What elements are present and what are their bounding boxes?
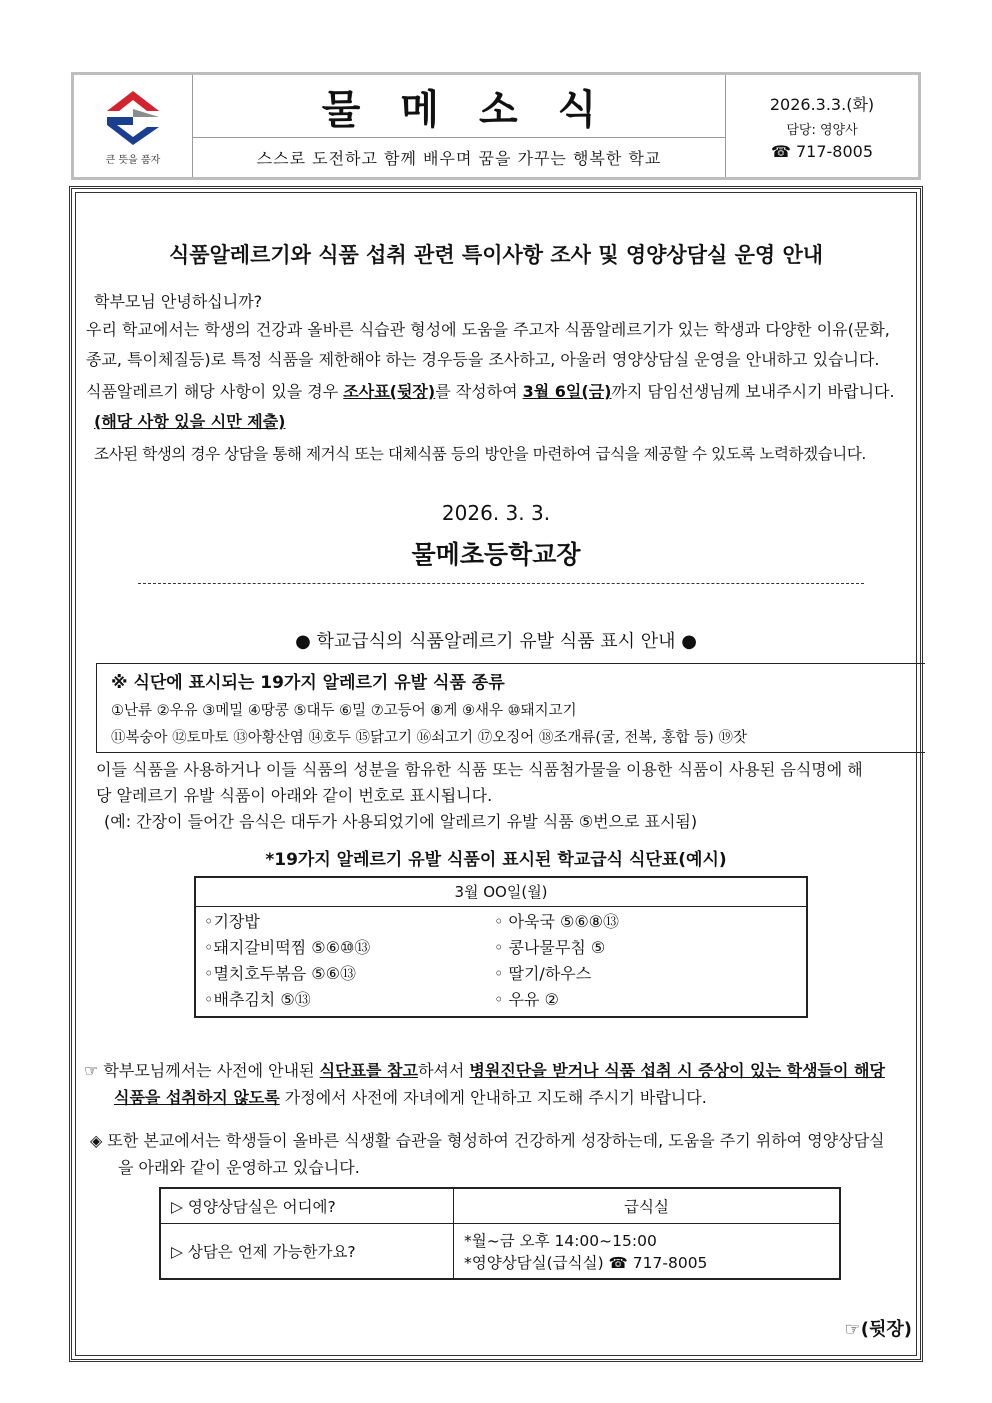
allergy-list-box (96, 663, 925, 753)
back-page-indicator: ☞(뒷장) (844, 1319, 912, 1340)
issue-date: 2026.3.3.(화) (769, 94, 875, 114)
allergy-box-heading: ※ 식단에 표시되는 19가지 알레르기 유발 식품 종류 (111, 673, 505, 693)
newsletter-header (71, 72, 921, 180)
menu-item: ◦ 아욱국 ⑤⑥⑧⑬ (494, 912, 620, 931)
body-line-1: 우리 학교에서는 학생의 건강과 올바른 식습관 형성에 도움을 주고자 식품알레르기가 있는 학생과 다양한 이유(문화, (86, 320, 890, 339)
consult-room-note: ◈ 또한 본교에서는 학생들이 올바른 식생활 습관을 형성하여 건강하게 성장하는데, 도움을 주기 위하여 영양상담실 을 아래와 같이 운영하고 있습니다. (90, 1131, 885, 1177)
greeting: 학부모님 안녕하십니까? (94, 292, 263, 311)
main-notice-frame (69, 186, 923, 1362)
divider (138, 583, 864, 584)
consult-where-label: ▷ 영양상담실은 어디에? (160, 1188, 454, 1224)
menu-item: ◦ 콩나물무침 ⑤ (494, 938, 606, 957)
consult-when-label: ▷ 상담은 언제 가능한가요? (160, 1224, 454, 1280)
body-line-2: 종교, 특이체질등)로 특정 식품을 제한해야 하는 경우등을 조사하고, 아울러 영양상담실 운영을 안내하고 있습니다. (86, 350, 880, 369)
hand-pointing-icon: ☞ (844, 1319, 861, 1340)
notice-title: 식품알레르기와 식품 섭취 관련 특이사항 조사 및 영양상담실 운영 안내 (168, 243, 824, 267)
allergy-list-line-1: ①난류 ②우유 ③메밀 ④땅콩 ⑤대두 ⑥밀 ⑦고등어 ⑧게 ⑨새우 ⑩돼지고기 (111, 703, 577, 719)
school-slogan: 스스로 도전하고 함께 배우며 꿈을 가꾸는 행복한 학교 (256, 149, 662, 168)
menu-item: ◦ 우유 ② (494, 990, 559, 1009)
school-emblem-icon (103, 87, 163, 147)
allergy-example: (예: 간장이 들어간 음식은 대두가 사용되었기에 알레르기 유발 식품 ⑤번으로 표시됨) (104, 812, 698, 831)
parent-guidance-note: ☞ 학부모님께서는 사전에 안내된 식단표를 참고하셔서 병원진단을 받거나 식품 섭취 시 증상이 있는 학생들이 해당 식품을 섭취하지 않도록 가정에서 사전에 자녀에게 안내하고 지도해 주시기 바랍니다. (84, 1061, 885, 1107)
menu-item: ◦돼지갈비떡찜 ⑤⑥⑩⑬ (204, 938, 371, 957)
consult-where-value: 급식실 (454, 1188, 841, 1224)
principal-signature: 물메초등학교장 (411, 540, 581, 569)
consult-info-table (159, 1187, 841, 1280)
deadline-date: 3월 6일(금) (522, 382, 612, 401)
contact-person: 담당: 영양사 (786, 122, 858, 138)
allergy-list-line-2: ⑪복숭아 ⑫토마토 ⑬아황산염 ⑭호두 ⑮닭고기 ⑯쇠고기 ⑰오징어 ⑱조개류(굴, 전복, 홍합 등) ⑲잣 (111, 730, 747, 746)
menu-example-title: *19가지 알레르기 유발 식품이 표시된 학교급식 식단표(예시) (265, 850, 727, 870)
menu-date: 3월 OO일(월) (196, 878, 806, 907)
notice-date: 2026. 3. 3. (441, 501, 551, 525)
contact-phone: ☎ 717-8005 (770, 141, 874, 161)
body-line-5: 조사된 학생의 경우 상담을 통해 제거식 또는 대체식품 등의 방안을 마련하여 급식을 제공할 수 있도록 노력하겠습니다. (94, 445, 866, 463)
allergy-explanation-2: 당 알레르기 유발 식품이 아래와 같이 번호로 표시됩니다. (96, 786, 493, 805)
menu-item: ◦ 딸기/하우스 (494, 964, 592, 983)
body-line-3: 식품알레르기 해당 사항이 있을 경우 조사표(뒷장)를 작성하여 3월 6일(금)까지 담임선생님께 보내주시기 바랍니다. (86, 382, 895, 401)
menu-item: ◦멸치호두볶음 ⑤⑥⑬ (204, 964, 356, 983)
consult-when-value: *월~금 오후 14:00~15:00 *영양상담실(급식실) ☎ 717-8005 (454, 1224, 841, 1280)
logo-motto: 큰 뜻을 품자 (105, 154, 161, 166)
menu-item: ◦배추김치 ⑤⑬ (204, 990, 311, 1009)
school-logo (74, 75, 193, 177)
survey-form-link: 조사표(뒷장) (343, 382, 436, 401)
menu-item: ◦기장밥 (204, 912, 260, 931)
newsletter-title: 물메소식 (193, 75, 725, 138)
submit-condition: (해당 사항 있을 시만 제출) (94, 412, 286, 431)
allergy-explanation-1: 이들 식품을 사용하거나 이들 식품의 성분을 함유한 식품 또는 식품첨가물을 이용한 식품이 사용된 음식명에 해 (96, 760, 863, 779)
menu-example-table (194, 876, 808, 1018)
allergy-section-title: ● 학교급식의 식품알레르기 유발 식품 표시 안내 ● (295, 631, 697, 652)
